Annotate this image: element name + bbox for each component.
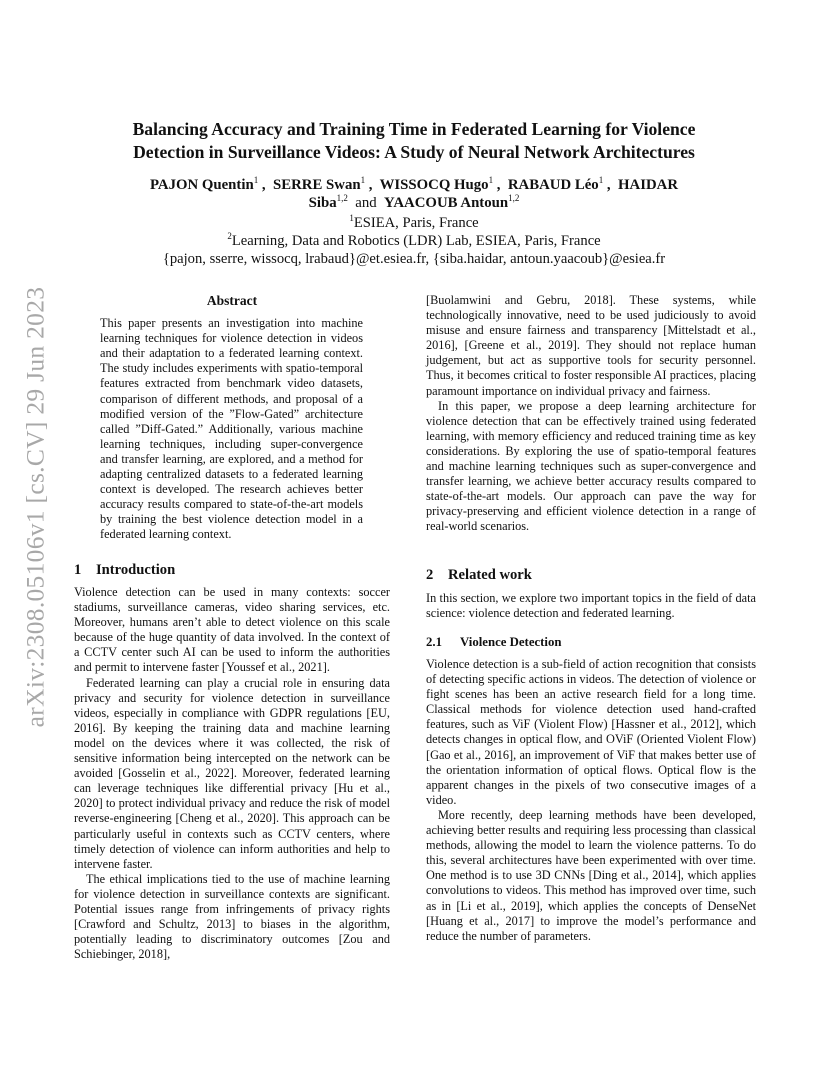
author-5-second: Siba (308, 195, 337, 211)
abstract-text: This paper presents an investigation into machine learning techniques for violence detection in videos and their adaptation to a federated learning context. The study includes experiments with spatio-temporal features extracted from benchmark video datasets, comparison of different methods, and proposal of a modified version of the ”Flow-Gated” architecture called ”Diff-Gated.” Additionally, various machine learning techniques, including super-convergence and transfer learning, are explored, and a method for adapting centralized datasets to a federated learning context is developed. The research achieves better accuracy results compared to state-of-the-art models by training the best violence detection model in a federated learning context. (100, 316, 363, 542)
affiliation-1 (60, 214, 768, 232)
section-number: 2 (426, 567, 434, 583)
affiliation-2 (60, 232, 768, 250)
author-2: SERRE Swan (272, 177, 361, 193)
section-heading-introduction (74, 561, 390, 579)
author-emails: {pajon, sserre, wissocq, lrabaud}@et.esiea.fr, {siba.haidar, antoun.yaacoub}@esiea.fr (162, 251, 666, 267)
affiliation-1-text: ESIEA, Paris, France (353, 215, 479, 231)
right-column-intro-continued (426, 293, 756, 535)
arxiv-watermark-text: arXiv:2308.05106v1 [cs.CV] 29 Jun 2023 (20, 286, 49, 728)
violence-detection-subsection (426, 634, 756, 944)
intro-paragraph-3: The ethical implications tied to the use of machine learning for violence detection in surveillance contexts are significant. Potential issues range from infringements of privacy rights [Crawford and Schultz, 2013] to biases in the algorithm, potentially leading to discriminatory outcomes [Zou and Schiebinger, 2018], (74, 871, 390, 962)
intro-paragraph-3-continued: [Buolamwini and Gebru, 2018]. These systems, while technologically innovative, need to be used judiciously to avoid misuse and ensure fairness and transparency [Mittelstadt et al., 2016], [Greene et al., 2019]. They should not replace human judgement, but act as supportive tools for security personnel. Thus, it becomes critical to foster responsible AI practices, placing paramount importance on individual privacy and fairness. (426, 293, 756, 398)
subsection-title: Violence Detection (460, 635, 562, 649)
violence-paragraph-2: More recently, deep learning methods have been developed, achieving better results and requiring less processing than classical methods, allowing the model to learn the violence patterns. To do this, several architectures have been experimented with over time. One method is to use 3D CNNs [Ding et al., 2014], which applies convolutions to videos. This method has improved over time, such as in [Li et al., 2019], which applies the concepts of DenseNet [Huang et al., 2017] to improve the model’s performance and reduce the number of parameters. (426, 807, 756, 943)
abstract-heading: Abstract (206, 293, 258, 308)
intro-paragraph-4: In this paper, we propose a deep learning architecture for violence detection that can be effectively trained using federated learning, with memory efficiency and reduced training time as key considerations. By exploring the use of spatio-temporal features and machine learning techniques such as super-convergence and transfer learning, we achieve better accuracy results compared to state-of-the-art models. Our approach can pave the way for privacy-preserving and efficient violence detection in a range of real-world scenarios. (426, 398, 756, 534)
related-work-paragraph: In this section, we explore two important topics in the field of data science: violence detection and federated learning. (426, 591, 756, 621)
author-and: and (355, 195, 377, 211)
section-number: 1 (74, 562, 82, 578)
violence-paragraph-1: Violence detection is a sub-field of action recognition that consists of detecting specific actions in videos. The detection of violence or fight scenes has been an active research field for a long time. Classical methods for violence detection used hand-crafted features, such as ViF (Violent Flow) [Hassner et al., 2012], which detects changes in optical flow, and OViF (Oriented Violent Flow) [Gao et al., 2016], an improvement of ViF that makes better use of the orientation information of optical flows. Optical flow is the apparent changes in the pixels of two consecutive images of a video. (426, 657, 756, 807)
affiliation-1-marker: 1 (349, 213, 354, 224)
title-line-2: Detection in Surveillance Videos: A Study of Neural Network Architectures (133, 142, 695, 162)
author-3: WISSOCQ Hugo (379, 177, 489, 193)
introduction-section (74, 561, 390, 962)
affiliation-2-text: Learning, Data and Robotics (LDR) Lab, ESIEA, Paris, France (231, 233, 601, 249)
section-heading-related-work (426, 566, 756, 584)
author-5-affil: 1,2 (336, 193, 348, 204)
title-line-1: Balancing Accuracy and Training Time in Federated Learning for Violence (132, 119, 696, 139)
author-5-first: HAIDAR (618, 177, 679, 193)
arxiv-watermark (18, 262, 52, 752)
subsection-heading-violence-detection (426, 634, 756, 650)
section-title: Related work (448, 567, 532, 583)
intro-paragraph-2: Federated learning can play a crucial role in ensuring data privacy and security for violence detection in surveillance videos, especially in compliance with GDPR regulations [EU, 2016]. By keeping the training data and machine learning model on the devices where it was collected, the risk of sensitive information being intercepted on the network can be avoided [Gosselin et al., 2022]. Moreover, federated learning can leverage techniques like differential privacy [Hu et al., 2020] to protect individual privacy and reduce the risk of model reverse-engineering [Cheng et al., 2020]. This approach can be particularly useful in contexts such as CCTV centers, where timely detection of violence can inform authorities and help to intervene faster. (74, 675, 390, 871)
paper-title (60, 118, 768, 164)
author-6-affil: 1,2 (508, 193, 520, 204)
author-1: PAJON Quentin (149, 177, 254, 193)
author-3-affil: 1 (488, 175, 494, 186)
author-4: RABAUD Léo (507, 177, 599, 193)
affiliation-2-marker: 2 (227, 231, 232, 242)
subsection-number: 2.1 (426, 635, 442, 649)
author-2-affil: 1 (360, 175, 366, 186)
related-work-section (426, 566, 756, 621)
section-title: Introduction (96, 562, 176, 578)
author-1-affil: 1 (253, 175, 259, 186)
left-column (74, 293, 390, 543)
author-list: PAJON Quentin$^1$ , SERRE Swan$^1$ , WISSOCQ Hugo$^1$ , RABAUD Léo$^1$ , HAIDAR Siba$^{1,2}$ and YAACOUB Antoun$^{1,2}$ (149, 175, 679, 211)
author-6: YAACOUB Antoun (384, 195, 509, 211)
author-4-affil: 1 (598, 175, 604, 186)
abstract-body (74, 316, 390, 542)
intro-paragraph-1: Violence detection can be used in many contexts: soccer stadiums, surveillance cameras, video sharing services, etc. Moreover, humans aren’t able to detect violence on this scale because of the huge quantity of data involved. In the context of a CCTV center such AI can be used to inform the authorities and permit to intervene faster [Youssef et al., 2021]. (74, 585, 390, 675)
